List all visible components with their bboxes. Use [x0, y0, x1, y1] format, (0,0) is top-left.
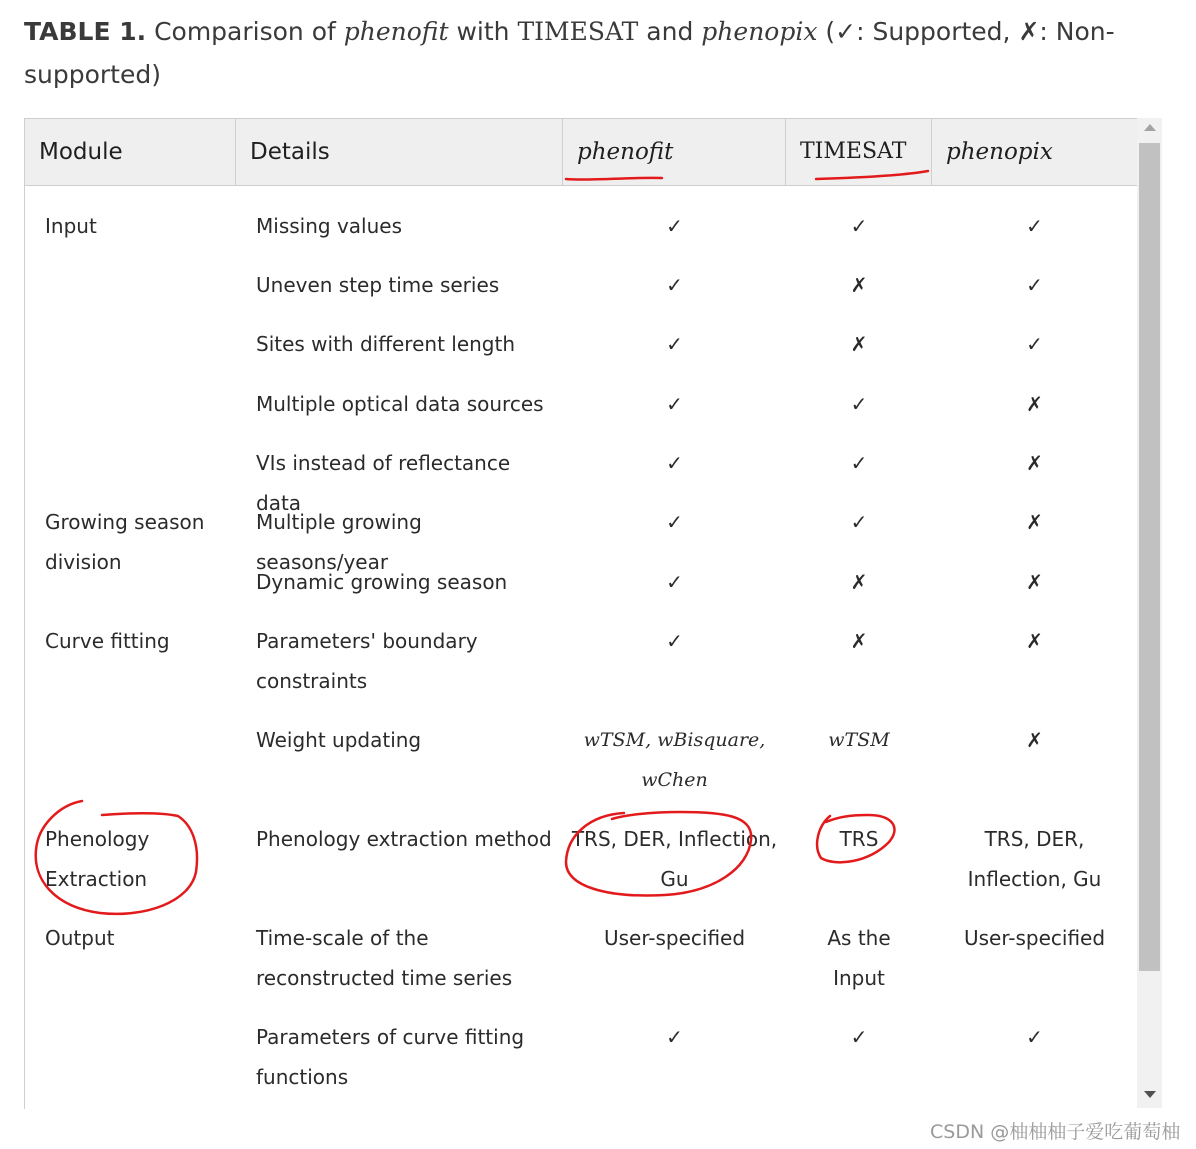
check-mark: ✓: [1026, 273, 1043, 297]
cell-timesat: [786, 720, 932, 760]
cell-timesat: [786, 443, 932, 483]
cell-details: [256, 918, 556, 998]
check-mark: ✓: [850, 451, 868, 475]
cell-details: [256, 324, 556, 364]
check-mark: ✓: [850, 510, 868, 534]
scroll-up-arrow-icon[interactable]: [1144, 124, 1156, 131]
cell-timesat: [786, 384, 932, 424]
check-mark: ✓: [1026, 332, 1043, 356]
cell-text: Gu: [660, 867, 689, 891]
cell-phenofit: [563, 324, 786, 364]
cell-text: TRS: [839, 827, 879, 851]
cell-timesat: [786, 918, 932, 998]
cross-mark: ✗: [1026, 392, 1043, 416]
cell-details: [256, 206, 556, 246]
cell-timesat: [786, 206, 932, 246]
module-line: Growing season: [45, 510, 205, 534]
cell-text: Weight updating: [256, 728, 422, 752]
cell-text: VIs instead of reflectance data: [256, 451, 511, 515]
cell-phenofit: [563, 918, 786, 958]
caption-timesat: TIMESAT: [517, 17, 639, 46]
cell-phenopix: [932, 443, 1137, 483]
cell-text: TRS, DER, Inflection,: [571, 827, 778, 851]
caption-phenopix: phenopix: [701, 17, 818, 46]
caption-text: Comparison of: [146, 17, 344, 46]
scrollbar-thumb[interactable]: [1139, 143, 1160, 971]
cell-timesat: [786, 819, 932, 859]
module-line: Phenology: [45, 827, 150, 851]
header-timesat: TIMESAT: [786, 119, 932, 185]
cell-text: Input: [833, 966, 885, 990]
cell-details: [256, 621, 556, 701]
cell-text: Dynamic growing season: [256, 570, 508, 594]
cell-timesat: [786, 265, 932, 305]
caption-text: (✓: Supported, ✗: Non-supported): [24, 17, 1115, 89]
cell-phenofit: [563, 206, 786, 246]
cell-text: constraints: [256, 669, 368, 693]
cell-text: Parameters of curve fitting: [256, 1025, 525, 1049]
cell-text: Phenology extraction method: [256, 827, 552, 851]
cross-mark: ✗: [850, 570, 868, 594]
cell-phenofit: [563, 265, 786, 305]
caption-text: and: [638, 17, 702, 46]
cross-mark: ✗: [1026, 570, 1043, 594]
cell-phenofit: [563, 621, 786, 661]
cell-phenofit: [563, 502, 786, 542]
module-phenology-extraction: [45, 819, 149, 899]
cell-phenofit: [563, 720, 786, 800]
module-line: Extraction: [45, 867, 148, 891]
cell-details: [256, 819, 556, 859]
cell-text: Multiple growing seasons/year: [256, 510, 422, 574]
table-caption: [24, 10, 1134, 96]
cell-phenofit: [563, 1017, 786, 1057]
cell-phenopix: [932, 819, 1137, 899]
cell-details: [256, 562, 556, 602]
check-mark: ✓: [850, 214, 868, 238]
cell-text: wTSM: [828, 729, 890, 751]
cell-text: As the: [827, 926, 891, 950]
cell-text: User-specified: [603, 926, 746, 950]
check-mark: ✓: [666, 1025, 683, 1049]
cell-text: Sites with different length: [256, 332, 516, 356]
cell-text: wChen: [641, 769, 708, 791]
cell-text: TRS, DER,: [984, 827, 1085, 851]
cross-mark: ✗: [1026, 451, 1043, 475]
check-mark: ✓: [666, 273, 683, 297]
check-mark: ✓: [850, 392, 868, 416]
cross-mark: ✗: [1026, 728, 1043, 752]
cell-text: Time-scale of the: [256, 926, 429, 950]
module-line: division: [45, 550, 122, 574]
cross-mark: ✗: [850, 332, 868, 356]
cell-details: [256, 265, 556, 305]
header-details: Details: [236, 119, 563, 185]
scroll-down-arrow-icon[interactable]: [1144, 1091, 1156, 1098]
check-mark: ✓: [666, 629, 683, 653]
check-mark: ✓: [1026, 214, 1043, 238]
table-header: [25, 119, 1137, 186]
cell-timesat: [786, 621, 932, 661]
cell-phenopix: [932, 502, 1137, 542]
module-curve-fitting: Curve fitting: [45, 629, 170, 653]
check-mark: ✓: [850, 1025, 868, 1049]
caption-label: TABLE 1.: [24, 17, 147, 46]
cell-text: wTSM, wBisquare,: [583, 729, 766, 751]
cross-mark: ✗: [1026, 510, 1043, 534]
check-mark: ✓: [1026, 1025, 1043, 1049]
cross-mark: ✗: [850, 273, 868, 297]
cell-phenopix: [932, 918, 1137, 958]
module-output: Output: [45, 926, 115, 950]
cell-phenopix: [932, 562, 1137, 602]
check-mark: ✓: [666, 214, 683, 238]
header-phenofit: phenofit: [563, 119, 786, 185]
cell-phenopix: [932, 720, 1137, 760]
cell-timesat: [786, 562, 932, 602]
watermark: CSDN @柚柚柚子爱吃葡萄柚: [930, 1121, 1181, 1143]
cell-phenofit: [563, 562, 786, 602]
cell-phenopix: [932, 384, 1137, 424]
caption-text: with: [448, 17, 518, 46]
cell-phenopix: [932, 206, 1137, 246]
cell-timesat: [786, 1017, 932, 1057]
cell-phenopix: [932, 265, 1137, 305]
comparison-table: [24, 118, 1137, 1109]
module-growing-season: [45, 502, 204, 582]
check-mark: ✓: [666, 392, 683, 416]
cell-text: Uneven step time series: [256, 273, 500, 297]
cell-details: [256, 1017, 556, 1097]
cell-text: reconstructed time series: [256, 966, 513, 990]
cell-text: Parameters' boundary: [256, 629, 478, 653]
module-input: Input: [45, 214, 97, 238]
check-mark: ✓: [666, 510, 683, 534]
cell-phenopix: [932, 621, 1137, 661]
cell-phenofit: [563, 443, 786, 483]
cell-text: User-specified: [963, 926, 1106, 950]
cell-details: [256, 384, 556, 424]
header-phenopix: phenopix: [946, 139, 1053, 165]
cell-text: Multiple optical data sources: [256, 392, 544, 416]
cross-mark: ✗: [1026, 629, 1043, 653]
cell-timesat: [786, 502, 932, 542]
cell-phenopix: [932, 324, 1137, 364]
check-mark: ✓: [666, 332, 683, 356]
cell-phenofit: [563, 819, 786, 899]
cell-text: Missing values: [256, 214, 402, 238]
cell-text: functions: [256, 1065, 349, 1089]
caption-phenofit: phenofit: [343, 17, 449, 46]
cell-text: Inflection, Gu: [967, 867, 1102, 891]
header-module: Module: [25, 119, 236, 185]
check-mark: ✓: [666, 570, 683, 594]
check-mark: ✓: [666, 451, 683, 475]
cell-details: [256, 720, 556, 760]
cell-phenopix: [932, 1017, 1137, 1057]
cell-timesat: [786, 324, 932, 364]
cell-phenofit: [563, 384, 786, 424]
cross-mark: ✗: [850, 629, 868, 653]
